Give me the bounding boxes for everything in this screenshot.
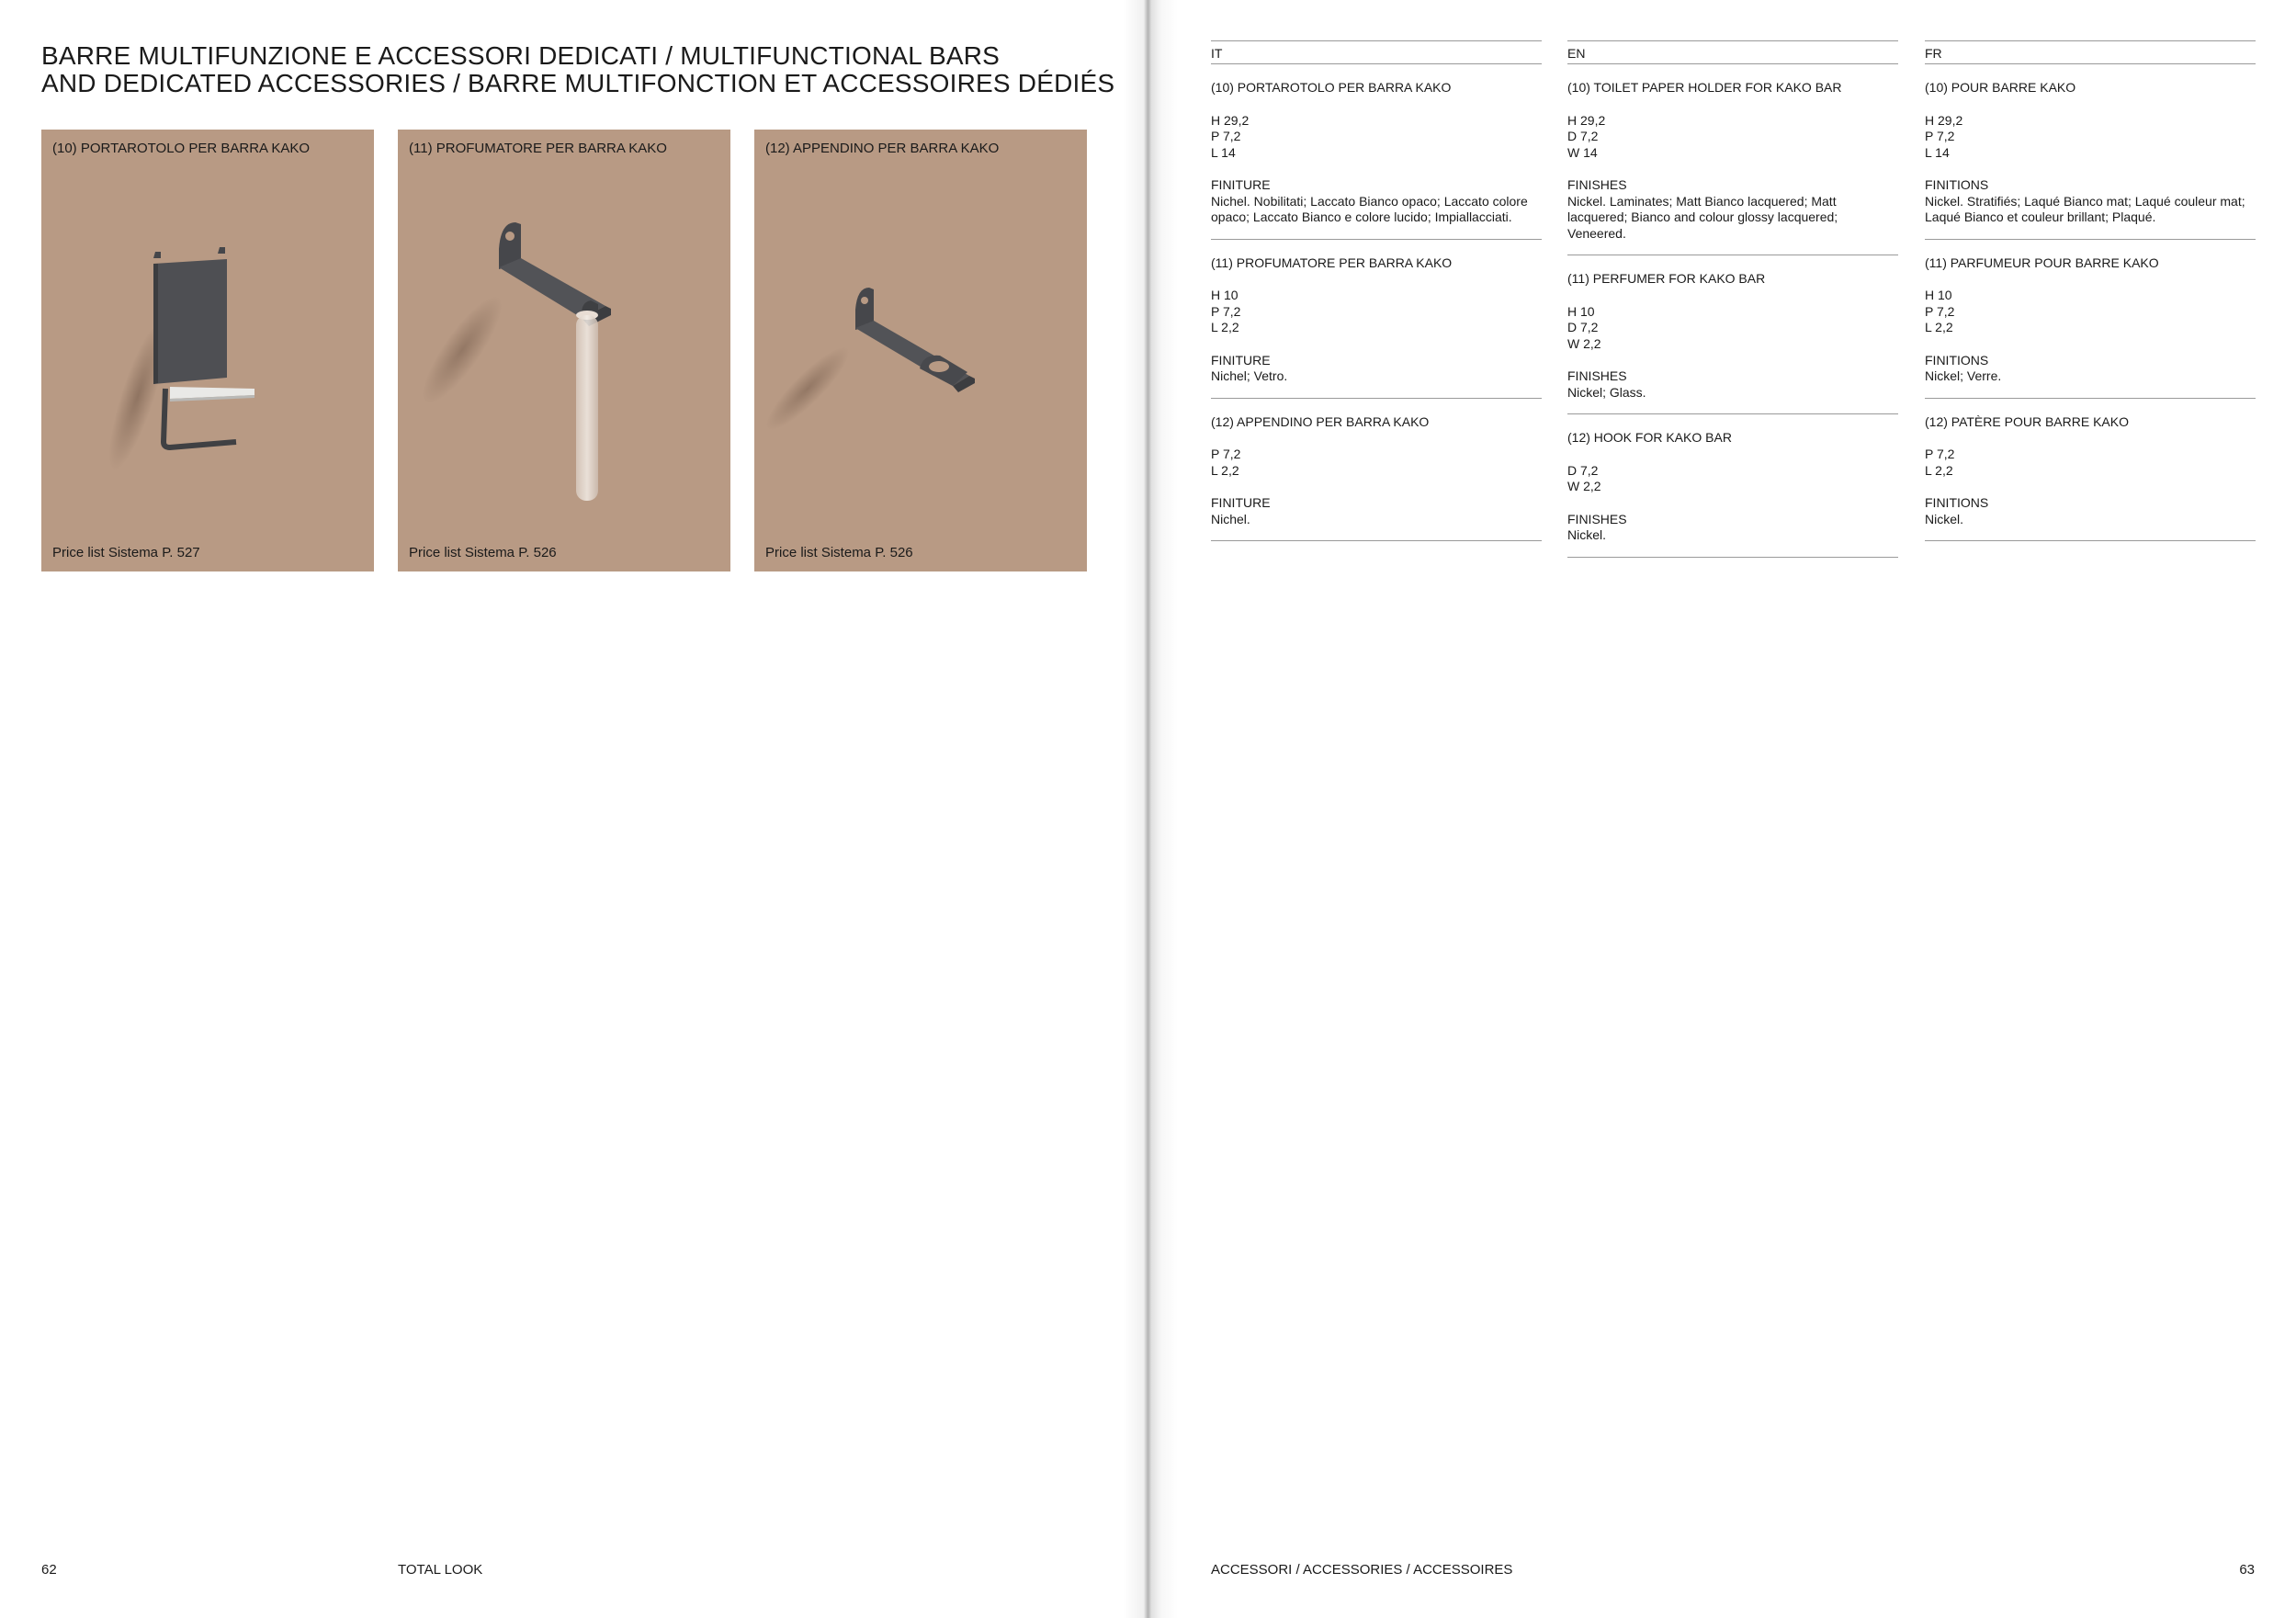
finish-text: Nichel. [1211,511,1250,526]
product-card-label: (11) PROFUMATORE PER BARRA KAKO [409,141,667,156]
spec-block [1925,64,2256,240]
finish-text: Nickel. Laminates; Matt Bianco lacquered; Matt lacquered; Bianco and colour glossy lacquered; Veneered. [1567,193,1838,241]
dimension: P 7,2 [1925,129,1955,143]
product-card-toilet-paper-holder [41,130,374,571]
page-number-right: 63 [2239,1562,2255,1578]
dimension: H 29,2 [1567,112,1606,128]
finish-text: Nichel; Vetro. [1211,368,1288,383]
product-card-perfumer [398,130,730,571]
spec-block [1567,255,1898,414]
finish-label: FINITIONS [1925,352,1989,368]
language-heading: EN [1567,40,1898,64]
spec-dimensions [1567,304,1898,353]
finish-text: Nichel. Nobilitati; Laccato Bianco opaco; Laccato colore opaco; Laccato Bianco e colore lucido; Impiallacciati. [1211,193,1528,224]
dimension: H 29,2 [1925,112,1963,128]
dimension: D 7,2 [1567,129,1599,143]
hook-image [754,130,1087,571]
spec-block [1211,240,1542,399]
right-page [1148,0,2296,1618]
spec-column-it [1211,40,1542,541]
finish-label: FINITIONS [1925,495,1989,510]
dimension: P 7,2 [1211,447,1241,461]
spec-title: (12) APPENDINO PER BARRA KAKO [1211,413,1430,429]
finish-label: FINITURE [1211,495,1271,510]
finish-label: FINITIONS [1925,177,1989,192]
dimension: W 2,2 [1567,335,1601,351]
dimension: H 10 [1211,288,1238,302]
dimension: W 14 [1567,144,1598,160]
spec-block [1567,414,1898,558]
dimension: L 2,2 [1925,462,1953,478]
finish-label: FINISHES [1567,511,1627,526]
finish-text: Nickel; Verre. [1925,368,2002,383]
spec-dimensions [1567,113,1898,162]
dimension: H 10 [1925,288,1952,302]
spec-title: (11) PERFUMER FOR KAKO BAR [1567,271,1766,286]
product-card-hook [754,130,1087,571]
spec-dimensions [1925,447,2256,479]
spec-dimensions [1211,288,1542,336]
dimension: P 7,2 [1925,447,1955,461]
spec-column-fr [1925,40,2256,541]
section-name-right: ACCESSORI / ACCESSORIES / ACCESSOIRES [1211,1562,1513,1578]
spec-title: (10) TOILET PAPER HOLDER FOR KAKO BAR [1567,80,1842,95]
title-line-1: BARRE MULTIFUNZIONE E ACCESSORI DEDICATI / MULTIFUNCTIONAL BARS [41,41,1001,70]
dimension: W 2,2 [1567,479,1601,493]
dimension: D 7,2 [1567,320,1599,334]
finish-label: FINISHES [1567,368,1627,383]
spec-dimensions [1925,113,2256,162]
price-reference: Price list Sistema P. 526 [765,545,913,560]
spec-block [1211,64,1542,240]
product-card-label: (12) APPENDINO PER BARRA KAKO [765,141,1000,156]
finish-text: Nickel. [1567,527,1607,542]
dimension: H 10 [1567,303,1595,319]
spec-title: (10) PORTAROTOLO PER BARRA KAKO [1211,80,1452,95]
spec-title: (10) POUR BARRE KAKO [1925,80,2076,95]
spec-block [1567,64,1898,255]
finish-label: FINITURE [1211,177,1271,192]
finish-text: Nickel. Stratifiés; Laqué Bianco mat; Laqué couleur mat; Laqué Bianco et couleur brillant; Plaqué. [1925,193,2245,224]
finish-label: FINISHES [1567,177,1627,192]
price-reference: Price list Sistema P. 527 [52,545,200,560]
spec-title: (12) PATÈRE POUR BARRE KAKO [1925,413,2129,429]
spec-column-en [1567,40,1898,558]
spec-dimensions [1211,113,1542,162]
dimension: P 7,2 [1211,129,1241,143]
dimension: L 2,2 [1211,462,1239,478]
dimension: P 7,2 [1925,303,1955,319]
finish-label: FINITURE [1211,352,1271,368]
section-name-left: TOTAL LOOK [398,1562,483,1578]
spec-block [1925,399,2256,542]
title-line-2: AND DEDICATED ACCESSORIES / BARRE MULTIFONCTION ET ACCESSOIRES DÉDIÉS [41,69,1115,97]
dimension: L 2,2 [1211,320,1239,334]
finish-text: Nickel; Glass. [1567,384,1646,400]
spec-title: (12) HOOK FOR KAKO BAR [1567,430,1732,445]
page-title [41,42,1125,97]
dimension: L 14 [1211,144,1236,160]
page-number-left: 62 [41,1562,57,1578]
price-reference: Price list Sistema P. 526 [409,545,557,560]
perfumer-image [398,130,730,571]
dimension: P 7,2 [1211,303,1241,319]
dimension: H 29,2 [1211,112,1250,128]
spec-dimensions [1211,447,1542,479]
spec-dimensions [1567,463,1898,495]
spec-block [1211,399,1542,542]
language-heading: FR [1925,40,2256,64]
spec-title: (11) PROFUMATORE PER BARRA KAKO [1211,255,1453,270]
spec-title: (11) PARFUMEUR POUR BARRE KAKO [1925,255,2159,270]
language-heading: IT [1211,40,1542,64]
dimension: D 7,2 [1567,462,1599,478]
dimension: L 14 [1925,144,1950,160]
spec-block [1925,240,2256,399]
toilet-paper-holder-image [41,130,374,571]
dimension: L 2,2 [1925,320,1953,334]
product-card-label: (10) PORTAROTOLO PER BARRA KAKO [52,141,311,156]
spec-dimensions [1925,288,2256,336]
finish-text: Nickel. [1925,511,1964,526]
